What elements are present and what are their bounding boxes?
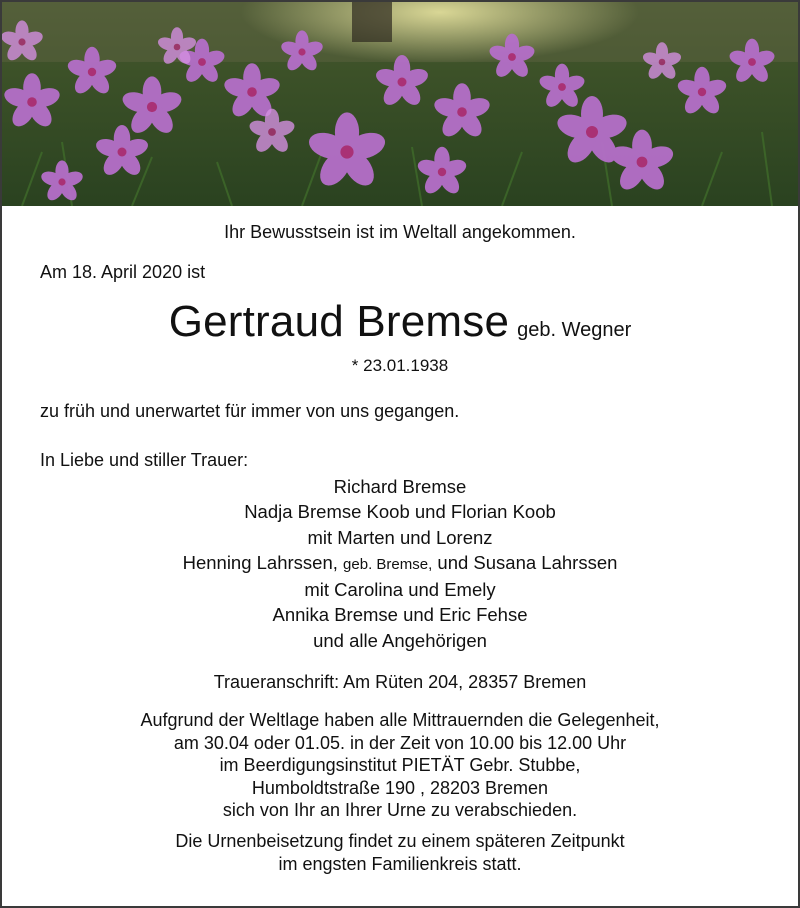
family-line: Richard Bremse — [333, 476, 467, 497]
passing-text: zu früh und unerwartet für immer von uns gegangen. — [40, 401, 460, 421]
flower-photo — [2, 2, 798, 206]
intro-quote: Ihr Bewusstsein ist im Weltall angekommen. — [224, 222, 576, 242]
date-line: Am 18. April 2020 ist — [40, 262, 206, 282]
deceased-name: Gertraud Bremse — [168, 297, 510, 346]
farewell-text: Aufgrund der Weltlage haben alle Mittrauernden die Gelegenheit, am 30.04 oder 01.05. in der Zeit von 10.00 bis 12.00 Uhr im Beerdigungsinstitut PIETÄT Gebr. Stubbe, Humboldtstraße 190 , 28203 Bremen sich von Ihr an Ihrer Urne zu verabschieden. — [140, 710, 660, 820]
family-line: Nadja Bremse Koob und Florian Koob — [244, 501, 556, 523]
burial-text: Die Urnenbeisetzung findet zu einem späteren Zeitpunkt im engsten Familienkreis statt. — [175, 831, 625, 874]
family-line: Henning Lahrssen, geb. Bremse, und Susana Lahrssen — [182, 551, 618, 573]
family-line: und alle Angehörigen — [313, 629, 487, 651]
family-line: Annika Bremse und Eric Fehse — [272, 604, 528, 626]
mourning-intro: In Liebe und stiller Trauer: — [40, 450, 249, 470]
family-line: mit Marten und Lorenz — [307, 526, 493, 548]
maiden-name: geb. Wegner — [517, 319, 632, 341]
family-list — [2, 474, 798, 653]
family-line: mit Carolina und Emely — [304, 579, 496, 601]
birth-date: * 23.01.1938 — [351, 356, 449, 375]
name-line — [2, 294, 798, 350]
address: Traueranschrift: Am Rüten 204, 28357 Bremen — [213, 672, 587, 692]
